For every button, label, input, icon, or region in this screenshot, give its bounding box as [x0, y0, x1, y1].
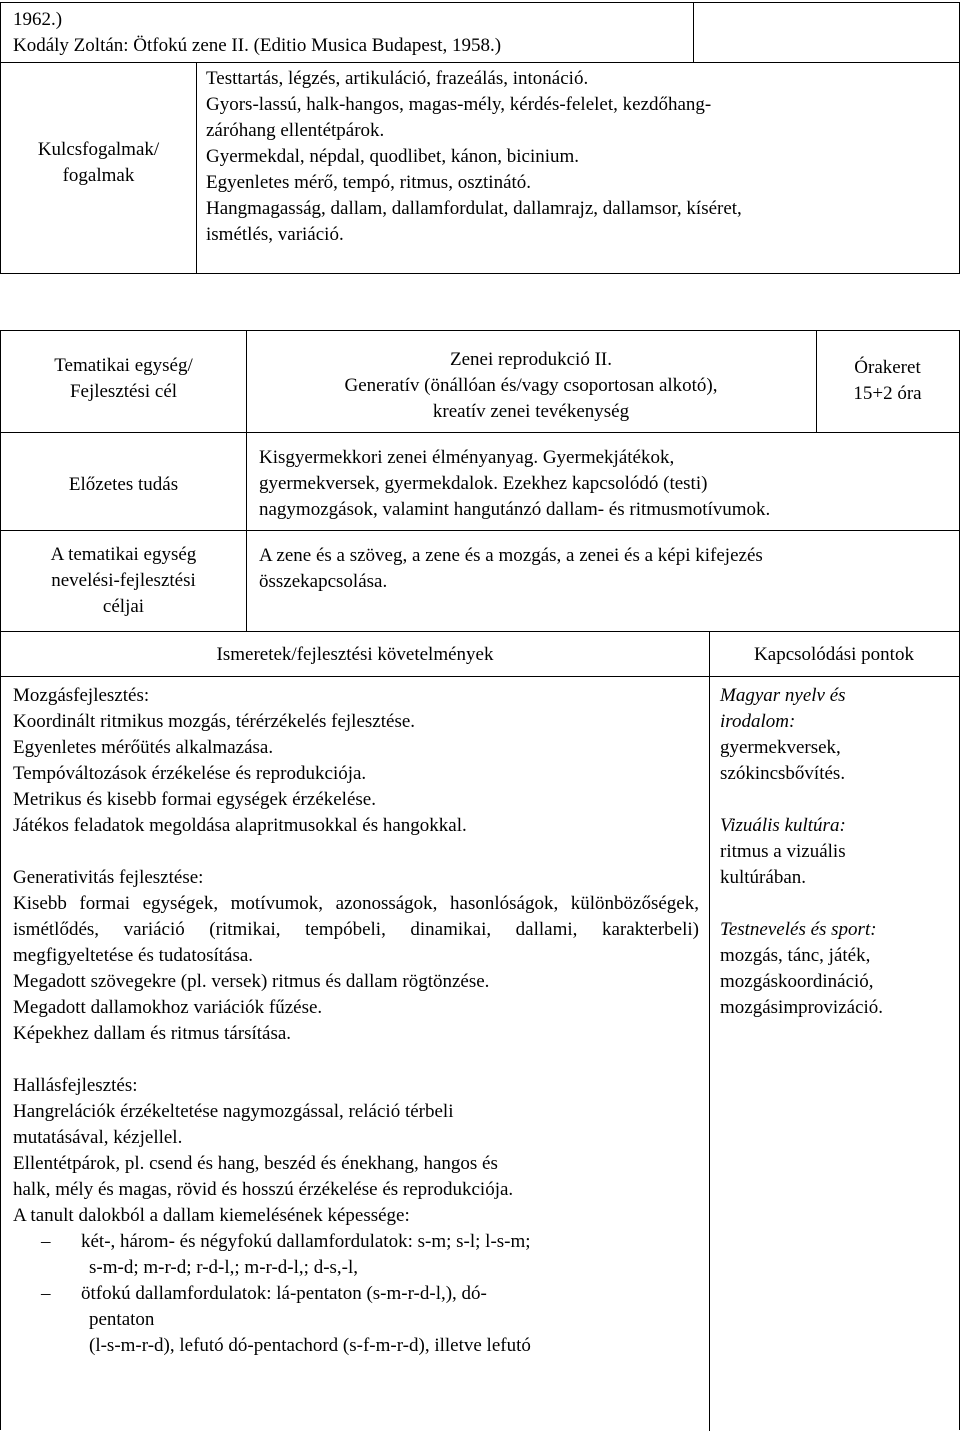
- generativity-line: Képekhez dallam és ritmus társítása.: [13, 1023, 292, 1044]
- motion-line: Tempóváltozások érzékelése és reprodukciója.: [13, 763, 367, 784]
- connection-subject: Testnevelés és sport:: [720, 919, 877, 940]
- source-line: 1962.): [13, 9, 63, 30]
- bullet-dash: –: [41, 1283, 51, 1304]
- generativity-line: Megadott dallamokhoz variációk fűzése.: [13, 997, 323, 1018]
- bullet-item: – két-, három- és négyfokú dallamfordulatok: s-m; s-l; l-s-m;: [13, 1229, 699, 1255]
- concept-line: ismétlés, variáció.: [206, 224, 344, 245]
- concept-line: Egyenletes mérő, tempó, ritmus, osztinátó.: [206, 172, 532, 193]
- source-line: Kodály Zoltán: Ötfokú zene II. (Editio Musica Budapest, 1958.): [13, 35, 502, 56]
- connection-item: gyermekversek,: [720, 737, 841, 758]
- prior-knowledge-text: Kisgyermekkori zenei élményanyag. Gyermekjátékok, gyermekversek, gyermekdalok. Ezekhez kapcsolódó (testi) nagymozgások, valamint hangutánzó dallam- és ritmusmotívumok.: [259, 447, 771, 520]
- concept-line: záróhang ellentétpárok.: [206, 120, 385, 141]
- connection-subject: Magyar nyelv és: [720, 685, 846, 706]
- generativity-line: Megadott szövegekre (pl. versek) ritmus és dallam rögtönzése.: [13, 971, 490, 992]
- unit-table: [0, 330, 960, 1430]
- connection-subject: irodalom:: [720, 711, 796, 732]
- generativity-paragraph: Kisebb formai egységek, motívumok, azonosságok, hasonlóságok, különbözőségek, ismétlődés, variáció (ritmikai, tempóbeli, dinamikai, dallami, karakterbeli) megfigyeltetése és tudatosítása.: [13, 893, 699, 966]
- connection-item: mozgásimprovizáció.: [720, 997, 884, 1018]
- requirements-header: Ismeretek/fejlesztési követelmények: [216, 644, 494, 665]
- connections-content: [720, 683, 956, 1021]
- prior-row-divider: [1, 530, 959, 531]
- motion-line: Egyenletes mérőütés alkalmazása.: [13, 737, 274, 758]
- prior-knowledge-label: Előzetes tudás: [68, 474, 179, 495]
- goals-label: A tematikai egység nevelési-fejlesztési céljai: [50, 544, 197, 617]
- hearing-line: Ellentétpárok, pl. csend és hang, beszéd és énekhang, hangos és: [13, 1153, 498, 1174]
- key-concepts-list: [206, 66, 956, 248]
- concept-line: Gyors-lassú, halk-hangos, magas-mély, kérdés-felelet, kezdőhang-: [206, 94, 712, 115]
- motion-title: Mozgásfejlesztés:: [13, 685, 150, 706]
- goals-text: A zene és a szöveg, a zene és a mozgás, a zenei és a képi kifejezés összekapcsolása.: [259, 545, 763, 592]
- requirements-header-divider: [1, 676, 959, 677]
- motion-line: Metrikus és kisebb formai egységek érzékelése.: [13, 789, 376, 810]
- generativity-title: Generativitás fejlesztése:: [13, 867, 204, 888]
- header-col-divider: [693, 3, 694, 62]
- connection-item: kultúrában.: [720, 867, 807, 888]
- header-row-divider: [1, 62, 959, 63]
- requirements-content: [13, 683, 699, 1359]
- hearing-line: mutatásával, kézjellel.: [13, 1127, 183, 1148]
- motion-line: Játékos feladatok megoldása alapritmusokkal és hangokkal.: [13, 815, 467, 836]
- hearing-title: Hallásfejlesztés:: [13, 1075, 138, 1096]
- key-concepts-table: [0, 2, 960, 274]
- concepts-col-divider: [196, 62, 197, 273]
- concept-line: Gyermekdal, népdal, quodlibet, kánon, bicinium.: [206, 146, 580, 167]
- key-concepts-label: Kulcsfogalmak/ fogalmak: [37, 139, 160, 186]
- connection-item: mozgás, tánc, játék,: [720, 945, 871, 966]
- connection-subject: Vizuális kultúra:: [720, 815, 846, 836]
- source-reference: [13, 7, 693, 59]
- unit-label: Tematikai egység/ Fejlesztési cél: [54, 355, 193, 402]
- goals-row-divider: [1, 631, 959, 632]
- connections-header: Kapcsolódási pontok: [754, 644, 914, 665]
- hearing-line: Hangrelációk érzékeltetése nagymozgással, reláció térbeli: [13, 1101, 454, 1122]
- connections-col-divider: [709, 631, 710, 1431]
- connection-item: mozgáskoordináció,: [720, 971, 874, 992]
- hours-value: 15+2 óra: [853, 383, 922, 404]
- hours-label: Órakeret: [854, 357, 921, 378]
- concept-line: Hangmagasság, dallam, dallamfordulat, dallamrajz, dallamsor, kíséret,: [206, 198, 742, 219]
- connection-item: szókincsbővítés.: [720, 763, 846, 784]
- hours-box: [816, 355, 959, 407]
- bullet-continuation: (l-s-m-r-d), lefutó dó-pentachord (s-f-m-r-d), illetve lefutó: [89, 1335, 531, 1356]
- unit-title: Zenei reprodukció II. Generatív (önállóan és/vagy csoportosan alkotó), kreatív zenei tevékenység: [344, 349, 718, 422]
- hearing-line: halk, mély és magas, rövid és hosszú érzékelése és reprodukciója.: [13, 1179, 514, 1200]
- hearing-line: A tanult dalokból a dallam kiemelésének képessége:: [13, 1205, 410, 1226]
- motion-line: Koordinált ritmikus mozgás, térérzékelés fejlesztése.: [13, 711, 416, 732]
- bullet-item: – ötfokú dallamfordulatok: lá-pentaton (s-m-r-d-l,), dó-: [13, 1281, 699, 1307]
- connection-item: ritmus a vizuális: [720, 841, 846, 862]
- unit-row-divider: [1, 432, 959, 433]
- bullet-dash: –: [41, 1231, 51, 1252]
- bullet-continuation: pentaton: [89, 1309, 155, 1330]
- bullet-continuation: s-m-d; m-r-d; r-d-l,; m-r-d-l,; d-s,-l,: [89, 1257, 359, 1278]
- concept-line: Testtartás, légzés, artikuláció, frazeálás, intonáció.: [206, 68, 589, 89]
